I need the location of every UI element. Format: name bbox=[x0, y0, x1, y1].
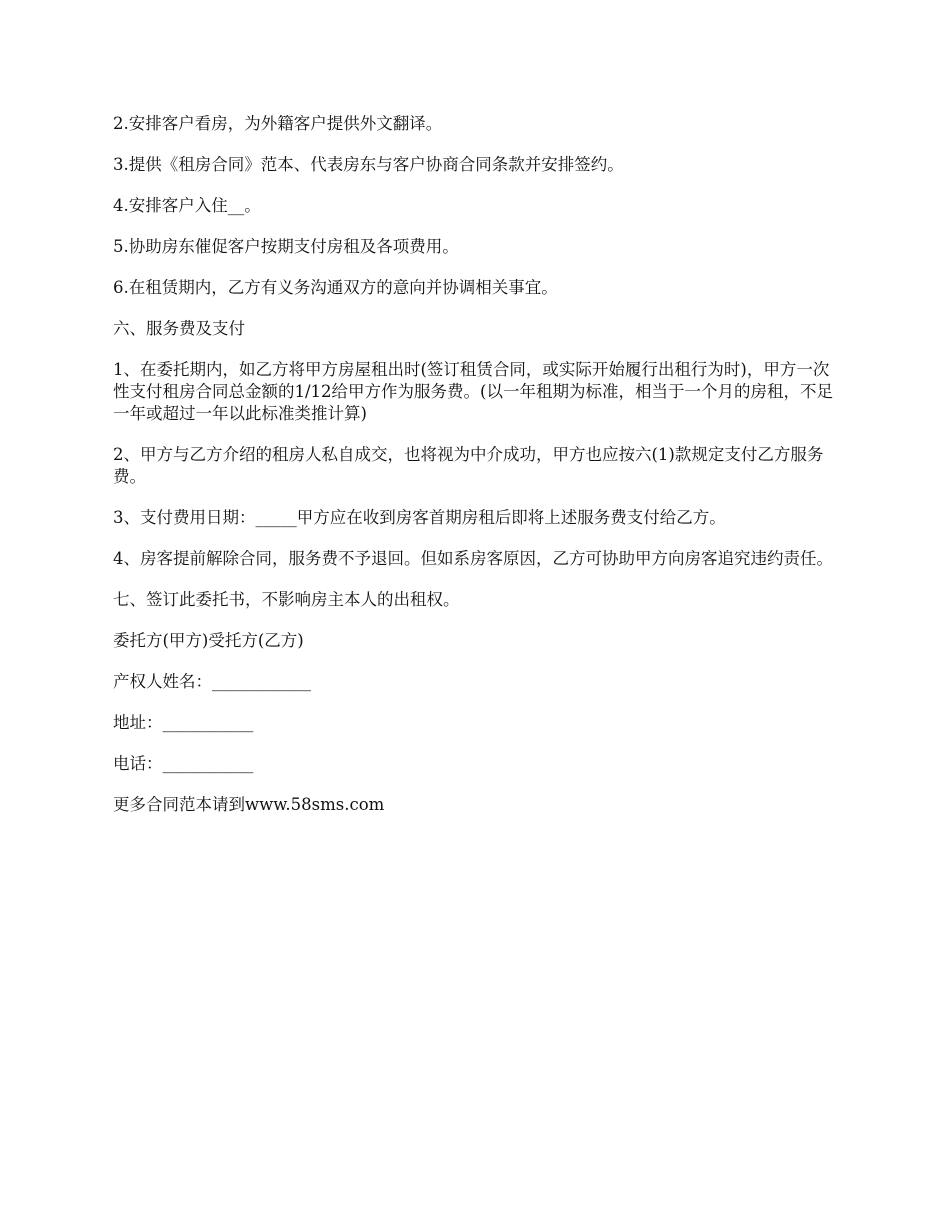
section-heading-rental-rights: 七、签订此委托书，不影响房主本人的出租权。 bbox=[113, 590, 460, 609]
document-body bbox=[113, 113, 835, 835]
phone-field: 电话：___________ bbox=[113, 754, 254, 773]
paragraph-service-item-6: 6.在租赁期内，乙方有义务沟通双方的意向并协调相关事宜。 bbox=[113, 278, 558, 297]
section-heading-fees: 六、服务费及支付 bbox=[113, 319, 245, 338]
paragraph-service-item-3: 3.提供《租房合同》范本、代表房东与客户协商合同条款并安排签约。 bbox=[113, 155, 624, 174]
paragraph-fee-clause-3: 3、支付费用日期：_____甲方应在收到房客首期房租后即将上述服务费支付给乙方。 bbox=[113, 508, 726, 527]
footer-more-templates: 更多合同范本请到www.58sms.com bbox=[113, 795, 385, 814]
paragraph-service-item-4: 4.安排客户入住__。 bbox=[113, 196, 261, 215]
paragraph-service-item-5: 5.协助房东催促客户按期支付房租及各项费用。 bbox=[113, 237, 459, 256]
paragraph-fee-clause-1: 1、在委托期内，如乙方将甲方房屋租出时(签订租赁合同，或实际开始履行出租行为时)，甲方一次性支付租房合同总金额的1/12给甲方作为服务费。(以一年租期为标准，相当于一个月的房租，不足一年或超过一年以此标准类推计算) bbox=[113, 360, 833, 423]
paragraph-service-item-2: 2.安排客户看房，为外籍客户提供外文翻译。 bbox=[113, 114, 443, 133]
paragraph-fee-clause-2: 2、甲方与乙方介绍的租房人私自成交，也将视为中介成功，甲方也应按六(1)款规定支付乙方服务费。 bbox=[113, 445, 824, 486]
owner-name-field: 产权人姓名：____________ bbox=[113, 672, 311, 691]
paragraph-fee-clause-4: 4、房客提前解除合同，服务费不予退回。但如系房客原因，乙方可协助甲方向房客追究违约责任。 bbox=[113, 549, 833, 568]
parties-line: 委托方(甲方)受托方(乙方) bbox=[113, 631, 304, 650]
address-field: 地址：___________ bbox=[113, 713, 254, 732]
